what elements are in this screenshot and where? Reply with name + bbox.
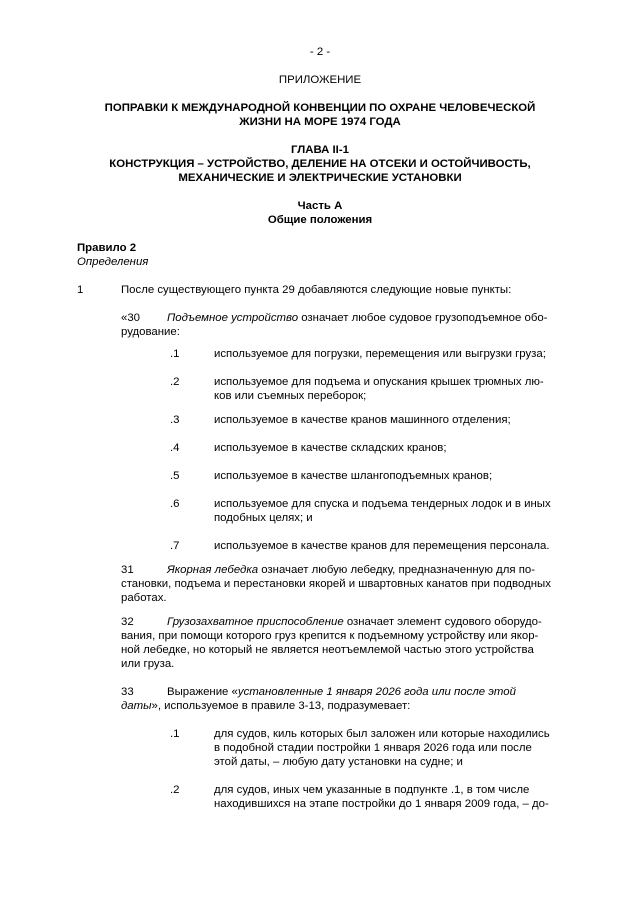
item-32-term: Грузозахватное приспособление <box>167 616 344 628</box>
regulation-label: Правило 2 <box>77 242 137 254</box>
subitem-text: ков или съемных переборок; <box>214 390 367 402</box>
subitem-text: для судов, киль которых был заложен или которые находились <box>214 728 550 740</box>
item-32-line1 <box>167 615 565 629</box>
regulation-title: Определения <box>77 256 149 268</box>
subitem-number: .6 <box>170 498 180 510</box>
subitem-text: этой даты, – любую дату установки на судне; и <box>214 756 463 768</box>
part-label: Часть А <box>297 200 343 212</box>
subitem-number: .4 <box>170 442 180 454</box>
item-33-number: 33 <box>121 686 134 698</box>
subitem-text: используемое для спуска и подъема тендерных лодок и в иных <box>214 498 551 510</box>
subitem-number: .2 <box>170 376 180 388</box>
item-31-term: Якорная лебедка <box>167 564 259 576</box>
subitem-text: используемое в качестве кранов машинного отделения; <box>214 414 511 426</box>
amendments-title-line1: ПОПРАВКИ К МЕЖДУНАРОДНОЙ КОНВЕНЦИИ ПО ОХРАНЕ ЧЕЛОВЕЧЕСКОЙ <box>104 102 536 114</box>
item-31-line1 <box>167 563 565 577</box>
item-31-text: означает любую лебедку, предназначенную для по- <box>258 564 535 576</box>
item-33-pre: Выражение « <box>167 686 238 698</box>
item-32-line4: или груза. <box>121 658 175 670</box>
item-31-line3: работах. <box>121 592 167 604</box>
item-30-line1 <box>167 311 565 325</box>
item-30-term: Подъемное устройство <box>167 312 299 324</box>
item-30-line2: рудование: <box>121 326 180 338</box>
subitem-number: .3 <box>170 414 180 426</box>
subitem-number: .1 <box>170 348 180 360</box>
item-30-text: означает любое судовое грузоподъемное обо- <box>298 312 548 324</box>
subitem-text: подобных целях; и <box>214 512 313 524</box>
subitem-number: .7 <box>170 540 180 552</box>
amendments-title-line2: ЖИЗНИ НА МОРЕ 1974 ГОДА <box>239 116 401 128</box>
subitem-text: в подобной стадии постройки 1 января 2026 года или после <box>214 742 532 754</box>
item-31-line2: становки, подъема и перестановки якорей и швартовных канатов при подводных <box>121 578 551 590</box>
subitem-text: используемое для подъема и опускания крышек трюмных лю- <box>214 376 544 388</box>
page-number: - 2 - <box>309 46 331 58</box>
chapter-title-line1: КОНСТРУКЦИЯ – УСТРОЙСТВО, ДЕЛЕНИЕ НА ОТСЕКИ И ОСТОЙЧИВОСТЬ, <box>109 158 531 170</box>
item-32-line2: вания, при помощи которого груз крепится к подъемному устройству или якор- <box>121 630 539 642</box>
subitem-number: .5 <box>170 470 180 482</box>
subitem-text: используемое для погрузки, перемещения или выгрузки груза; <box>214 348 546 360</box>
subitem-text: используемое в качестве шлангоподъемных кранов; <box>214 470 493 482</box>
subitem-text: находившихся на этапе постройки до 1 января 2009 года, – до- <box>214 798 549 810</box>
paragraph-number: 1 <box>77 284 84 296</box>
item-33-term-end: даты <box>121 700 152 712</box>
item-31-number: 31 <box>121 564 134 576</box>
part-title: Общие положения <box>267 214 373 226</box>
item-32-number: 32 <box>121 616 134 628</box>
item-33-line2 <box>121 699 410 713</box>
item-32-text: означает элемент судового оборудо- <box>343 616 542 628</box>
annex-heading: ПРИЛОЖЕНИЕ <box>278 74 362 86</box>
subitem-text: используемое в качестве кранов для перемещения персонала. <box>214 540 550 552</box>
paragraph-text: После существующего пункта 29 добавляются следующие новые пункты: <box>121 284 512 296</box>
item-33-term: установленные 1 января 2026 года или после этой <box>237 686 516 698</box>
item-32-line3: ной лебедке, но который не является неотъемлемой частью этого устройства <box>121 644 534 656</box>
item-30-number: «30 <box>121 312 141 324</box>
subitem-text: используемое в качестве складских кранов; <box>214 442 447 454</box>
subitem-number: .1 <box>170 728 180 740</box>
item-33-line1 <box>167 685 565 699</box>
subitem-text: для судов, иных чем указанные в подпункте .1, в том числе <box>214 784 530 796</box>
item-33-text: », используемое в правиле 3-13, подразумевает: <box>151 700 411 712</box>
subitem-number: .2 <box>170 784 180 796</box>
chapter-number: ГЛАВА II-1 <box>291 144 349 156</box>
chapter-title-line2: МЕХАНИЧЕСКИЕ И ЭЛЕКТРИЧЕСКИЕ УСТАНОВКИ <box>178 172 462 184</box>
